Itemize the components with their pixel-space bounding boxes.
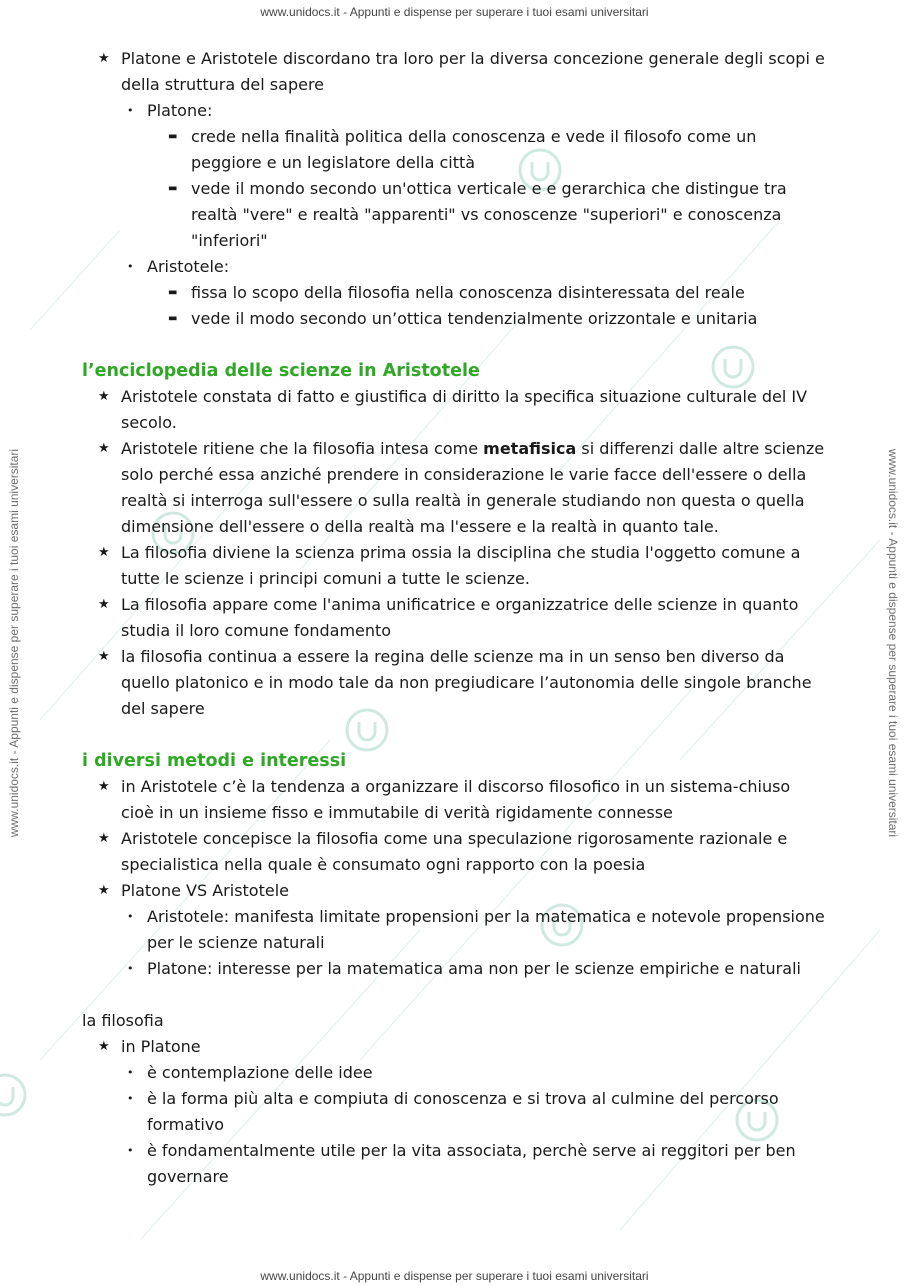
- list-item: [0, 592, 909, 644]
- list-item: [0, 254, 909, 280]
- section-platone-aristotele: [0, 46, 909, 332]
- list-item: [0, 1138, 909, 1190]
- item-text: crede nella finalità politica della conoscenza e vede il filosofo come un peggiore e un legislatore della città: [191, 127, 757, 172]
- list-item: [0, 540, 909, 592]
- list-item: [0, 1060, 909, 1086]
- watermark-footer: www.unidocs.it - Appunti e dispense per superare i tuoi esami universitari: [260, 1269, 649, 1283]
- item-text: La filosofia diviene la scienza prima ossia la disciplina che studia l'oggetto comune a tutte le scienze i principi comuni a tutte le scienze.: [121, 543, 801, 588]
- list-item: [0, 1034, 909, 1060]
- item-text: Platone e Aristotele discordano tra loro per la diversa concezione generale degli scopi e della struttura del sapere: [121, 49, 825, 94]
- section-la-filosofia: [0, 1008, 909, 1190]
- item-text-after: si differenzi dalle altre scienze solo perché essa anziché prendere in considerazione le varie facce dell'essere o della realtà si interroga sull'essere o sulla realtà in generale studiando non questa o quella dimensione dell'essere o della realtà ma l'essere e la realtà in quanto tale.: [121, 439, 825, 536]
- watermark-header: www.unidocs.it - Appunti e dispense per superare i tuoi esami universitari: [260, 5, 649, 19]
- star-bullet-icon: ★: [98, 779, 110, 794]
- star-bullet-icon: ★: [98, 649, 110, 664]
- list-item: [0, 384, 909, 436]
- item-text: vede il modo secondo un’ottica tendenzialmente orizzontale e unitaria: [191, 309, 758, 328]
- item-text: in Aristotele c’è la tendenza a organizzare il discorso filosofico in un sistema-chiuso cioè in un insieme fisso e immutabile di verità rigidamente connesse: [121, 777, 791, 822]
- item-text: Aristotele: manifesta limitate propensioni per la matematica e notevole propensione per le scienze naturali: [147, 907, 825, 952]
- list-item: [0, 878, 909, 904]
- item-text: è fondamentalmente utile per la vita associata, perchè serve ai reggitori per ben governare: [147, 1141, 796, 1186]
- list-item: [0, 436, 909, 540]
- item-text: Platone:: [147, 101, 213, 120]
- item-text: La filosofia appare come l'anima unificatrice e organizzatrice delle scienze in quanto studia il loro comune fondamento: [121, 595, 799, 640]
- dot-bullet-icon: •: [127, 104, 134, 117]
- star-bullet-icon: ★: [98, 1039, 110, 1054]
- star-bullet-icon: ★: [98, 831, 110, 846]
- dot-bullet-icon: •: [127, 910, 134, 923]
- star-bullet-icon: ★: [98, 441, 110, 456]
- dash-bullet-icon: ▬: [168, 131, 177, 142]
- dash-bullet-icon: ▬: [168, 287, 177, 298]
- list-item: [0, 98, 909, 124]
- dash-bullet-icon: ▬: [168, 313, 177, 324]
- section-heading: l’enciclopedia delle scienze in Aristotele: [82, 361, 480, 381]
- bold-term: metafisica: [483, 439, 577, 458]
- list-item: [0, 774, 909, 826]
- watermark-right: www.unidocs.it - Appunti e dispense per superare i tuoi esami universitari: [886, 448, 900, 838]
- section-intro: la filosofia: [82, 1011, 164, 1030]
- dot-bullet-icon: •: [127, 1066, 134, 1079]
- section-metodi-interessi: [0, 748, 909, 982]
- list-item: [0, 1086, 909, 1138]
- list-item: [0, 306, 909, 332]
- dot-bullet-icon: •: [127, 260, 134, 273]
- list-item: [0, 826, 909, 878]
- star-bullet-icon: ★: [98, 545, 110, 560]
- list-item: [0, 644, 909, 722]
- item-text: è la forma più alta e compiuta di conoscenza e si trova al culmine del percorso formativo: [147, 1089, 779, 1134]
- item-text: vede il mondo secondo un'ottica verticale e e gerarchica che distingue tra realtà "vere" e realtà "apparenti" vs conoscenze "superiori" e conoscenza "inferiori": [191, 179, 787, 250]
- item-text: Platone VS Aristotele: [121, 881, 289, 900]
- dot-bullet-icon: •: [127, 1144, 134, 1157]
- item-text: [121, 439, 824, 536]
- section-enciclopedia: [0, 358, 909, 722]
- dash-bullet-icon: ▬: [168, 183, 177, 194]
- item-text: la filosofia continua a essere la regina delle scienze ma in un senso ben diverso da quello platonico e in modo tale da non pregiudicare l’autonomia delle singole branche del sapere: [121, 647, 812, 718]
- item-text-before: Aristotele ritiene che la filosofia intesa come: [121, 439, 484, 458]
- watermark-left: www.unidocs.it - Appunti e dispense per superare i tuoi esami universitari: [7, 448, 21, 838]
- item-text: Aristotele:: [147, 257, 230, 276]
- dot-bullet-icon: •: [127, 962, 134, 975]
- star-bullet-icon: ★: [98, 883, 110, 898]
- star-bullet-icon: ★: [98, 389, 110, 404]
- item-text: Aristotele concepisce la filosofia come una speculazione rigorosamente razionale e specialistica nella quale è consumato ogni rapporto con la poesia: [121, 829, 788, 874]
- section-heading: i diversi metodi e interessi: [82, 751, 347, 771]
- star-bullet-icon: ★: [98, 597, 110, 612]
- list-item: [0, 280, 909, 306]
- item-text: Platone: interesse per la matematica ama non per le scienze empiriche e naturali: [147, 959, 801, 978]
- list-item: [0, 124, 909, 176]
- list-item: [0, 46, 909, 98]
- list-item: [0, 904, 909, 956]
- star-bullet-icon: ★: [98, 51, 110, 66]
- list-item: [0, 176, 909, 254]
- item-text: in Platone: [121, 1037, 201, 1056]
- list-item: [0, 956, 909, 982]
- item-text: Aristotele constata di fatto e giustifica di diritto la specifica situazione culturale del IV secolo.: [121, 387, 808, 432]
- item-text: è contemplazione delle idee: [147, 1063, 373, 1082]
- dot-bullet-icon: •: [127, 1092, 134, 1105]
- item-text: fissa lo scopo della filosofia nella conoscenza disinteressata del reale: [191, 283, 745, 302]
- document-body: [0, 46, 909, 1190]
